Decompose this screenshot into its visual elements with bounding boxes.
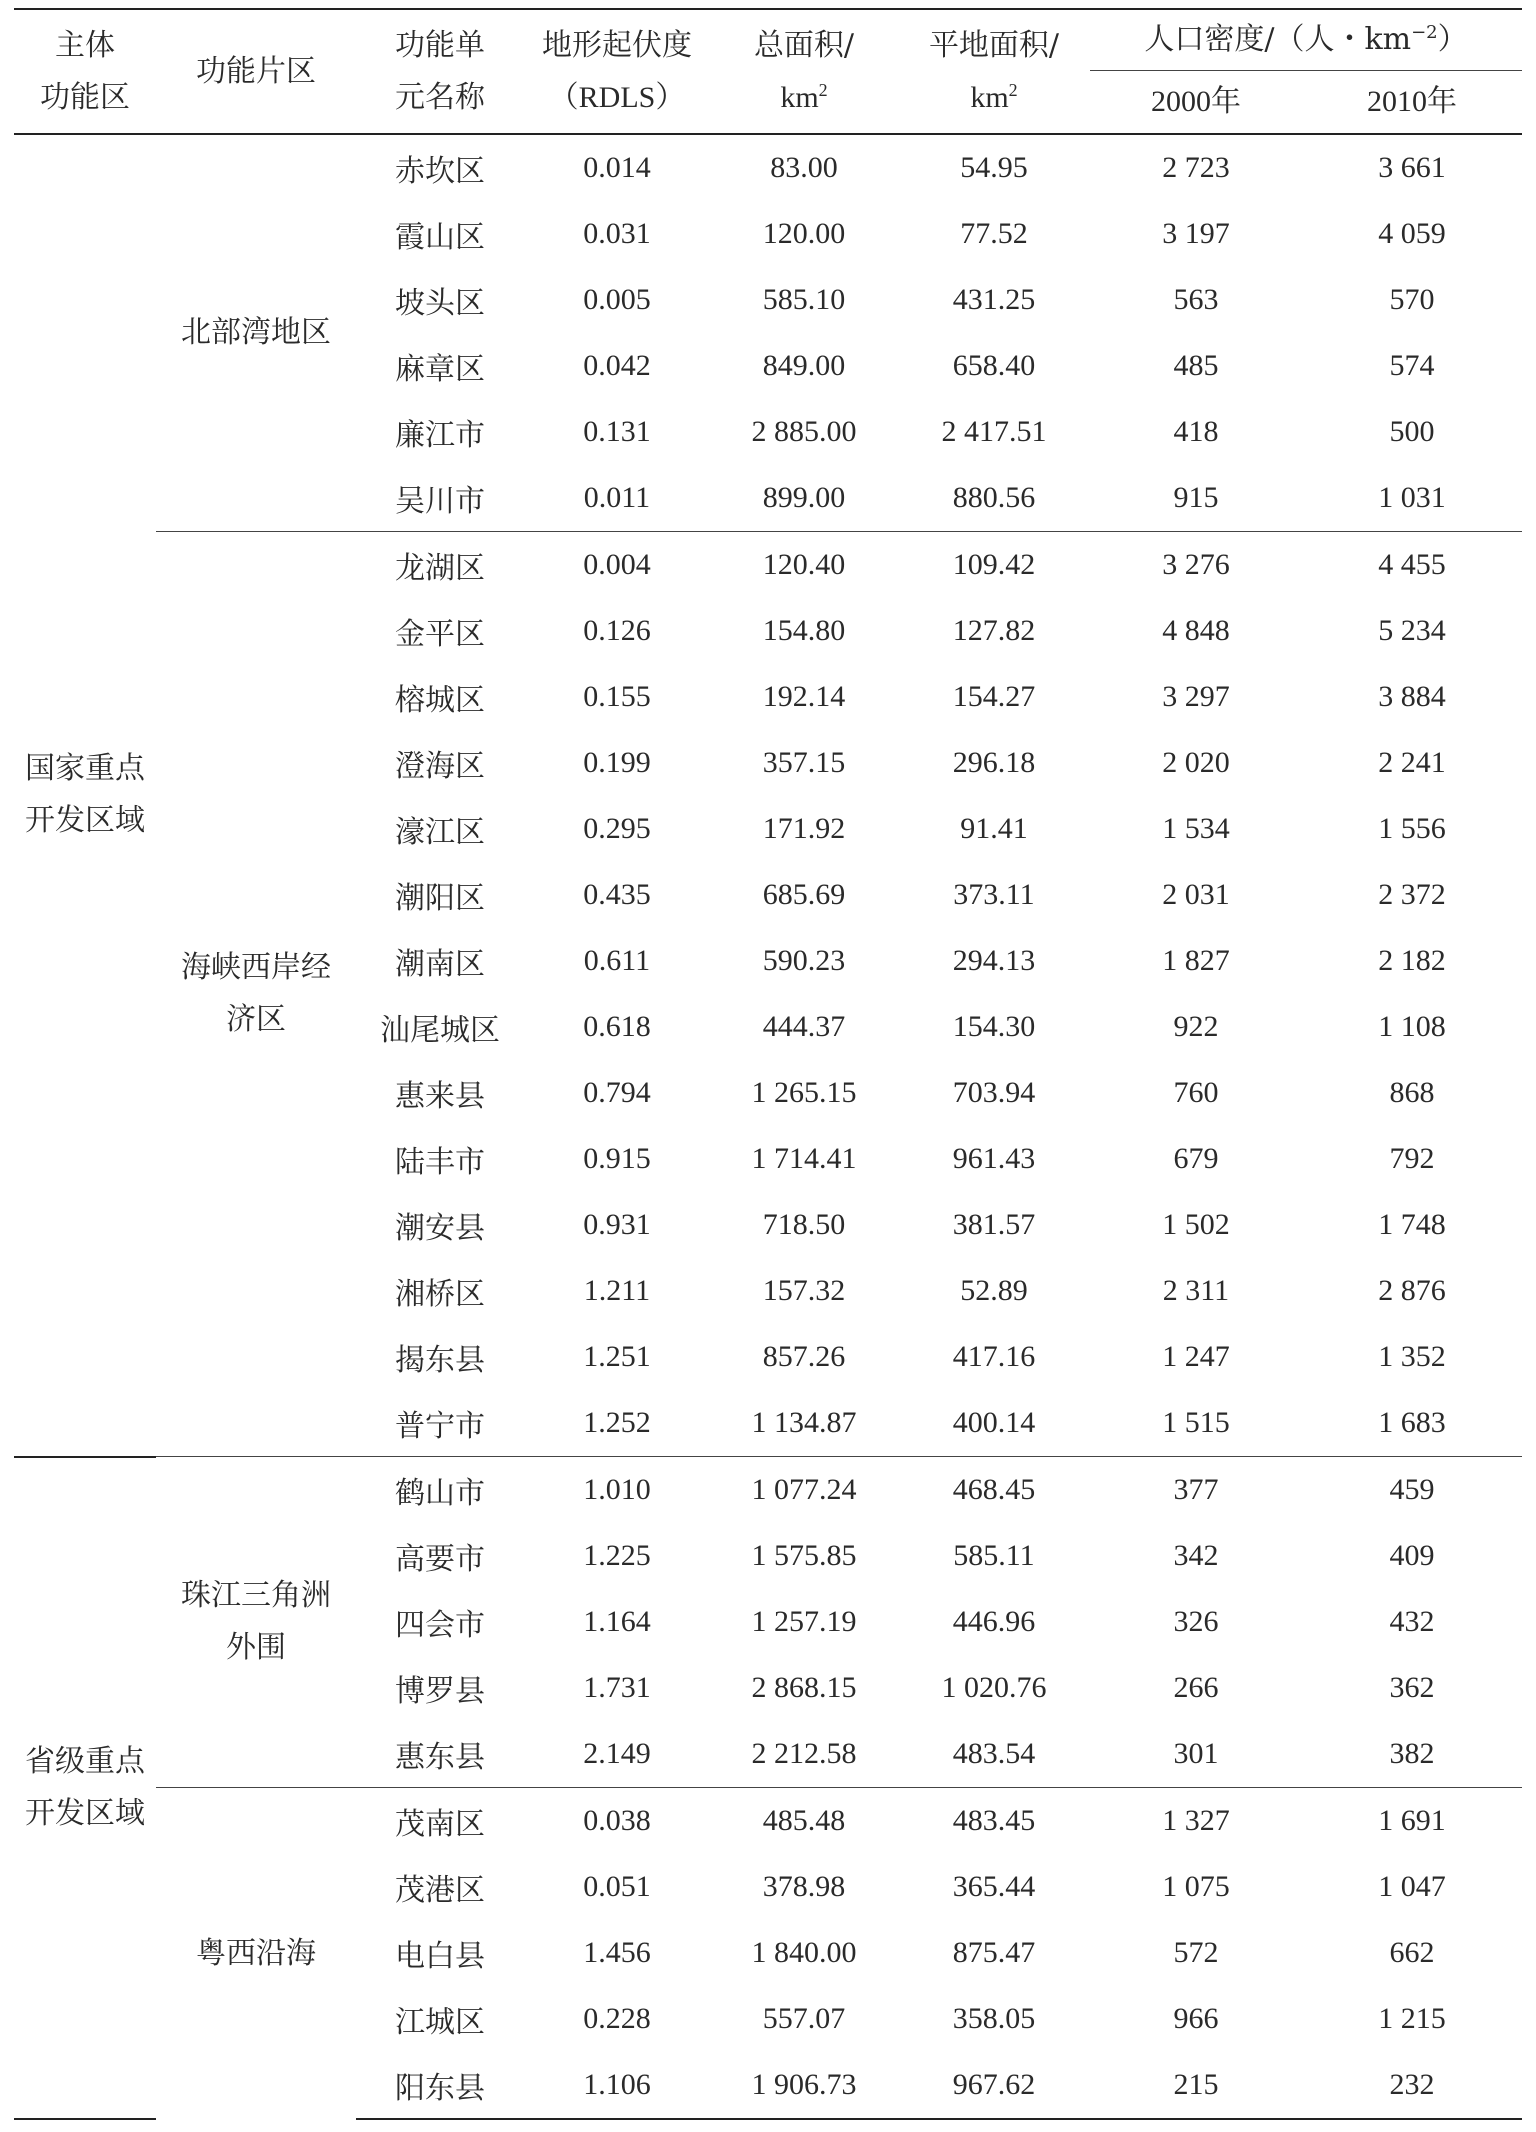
flat-area-cell: 296.18 (952, 746, 1036, 779)
unit-name-cell: 龙湖区 (356, 532, 524, 599)
total-area-cell: 192.14 (762, 680, 846, 713)
pop-2010-cell: 2 241 (1378, 746, 1446, 779)
unit-name-cell: 阳东县 (356, 2052, 524, 2119)
pop-2000-cell: 4 848 (1162, 614, 1230, 647)
pop-2010-cell: 1 215 (1378, 2002, 1446, 2035)
pop-2000-cell: 418 (1173, 415, 1219, 448)
header-total-area: 总面积/ $km^2$ (710, 9, 898, 134)
unit-name-cell: 高要市 (395, 1542, 485, 1577)
table-row (14, 134, 1522, 201)
unit-name-cell: 汕尾城区 (380, 1013, 500, 1048)
pop-2010-cell: 4 455 (1302, 532, 1522, 599)
rdls-cell: 0.931 (583, 1208, 651, 1241)
header-rdls: 地形起伏度 （RDLS） (524, 9, 710, 134)
total-area-cell: 120.40 (710, 532, 898, 599)
rdls-cell: 0.042 (583, 349, 651, 382)
rdls-cell: 2.149 (583, 1737, 651, 1770)
pop-2000-cell: 377 (1090, 1457, 1302, 1524)
flat-area-cell: 1 020.76 (941, 1671, 1047, 1704)
rdls-cell: 0.031 (583, 217, 651, 250)
pop-2000-cell: 760 (1173, 1076, 1219, 1109)
pop-2010-cell: 3 661 (1378, 151, 1446, 184)
total-area-cell: 718.50 (762, 1208, 846, 1241)
sub-zone-cell: 粤西沿海 (156, 1788, 356, 2120)
flat-area-cell: 373.11 (953, 878, 1035, 911)
flat-area-cell: 967.62 (898, 2052, 1090, 2119)
flat-area-cell: 154.30 (952, 1010, 1036, 1043)
flat-area-cell: 875.47 (952, 1936, 1036, 1969)
flat-area-cell: 468.45 (898, 1457, 1090, 1524)
unit-name-cell: 普宁市 (395, 1409, 485, 1444)
unit-name-cell: 榕城区 (395, 683, 485, 718)
pop-2010-cell: 868 (1389, 1076, 1435, 1109)
pop-2010-cell: 432 (1389, 1605, 1435, 1638)
unit-name-cell: 揭东县 (395, 1343, 485, 1378)
main-zone-cell: 省级重点 开发区域 (14, 1457, 156, 2120)
rdls-cell: 1.252 (583, 1406, 651, 1439)
pop-2000-cell: 1 827 (1162, 944, 1230, 977)
sub-zone-cell: 海峡西岸经 济区 (156, 532, 356, 1457)
header-pop-density: 人口密度/（人・$km^{-2}$） (1090, 9, 1522, 71)
pop-2010-cell: 2 182 (1378, 944, 1446, 977)
flat-area-cell: 483.54 (952, 1737, 1036, 1770)
header-sub-zone: 功能片区 (156, 9, 356, 134)
pop-2000-cell: 1 502 (1162, 1208, 1230, 1241)
total-area-cell: 1 257.19 (751, 1605, 857, 1638)
unit-name-cell: 惠来县 (395, 1079, 485, 1114)
total-area-cell: 154.80 (762, 614, 846, 647)
flat-area-cell: 77.52 (960, 217, 1028, 250)
flat-area-cell: 52.89 (960, 1274, 1028, 1307)
rdls-cell: 1.010 (524, 1457, 710, 1524)
flat-area-cell: 400.14 (952, 1406, 1036, 1439)
pop-2010-cell: 1 556 (1378, 812, 1446, 845)
pop-2000-cell: 572 (1173, 1936, 1219, 1969)
total-area-cell: 171.92 (762, 812, 846, 845)
pop-2010-cell: 5 234 (1378, 614, 1446, 647)
flat-area-cell: 365.44 (952, 1870, 1036, 1903)
unit-name-cell: 金平区 (395, 617, 485, 652)
unit-name-cell: 澄海区 (395, 749, 485, 784)
flat-area-cell: 585.11 (953, 1539, 1035, 1572)
pop-2000-cell: 915 (1173, 481, 1219, 514)
pop-2000-cell: 2 723 (1162, 151, 1230, 184)
pop-2000-cell: 1 247 (1162, 1340, 1230, 1373)
pop-2000-cell: 679 (1173, 1142, 1219, 1175)
flat-area-cell: 2 417.51 (941, 415, 1047, 448)
pop-2000-cell: 2 020 (1162, 746, 1230, 779)
total-area-cell: 83.00 (770, 151, 838, 184)
pop-2010-cell: 792 (1389, 1142, 1435, 1175)
pop-2010-cell: 4 059 (1378, 217, 1446, 250)
pop-2000-cell: 1 534 (1162, 812, 1230, 845)
flat-area-cell: 381.57 (952, 1208, 1036, 1241)
pop-2010-cell: 1 691 (1302, 1788, 1522, 1855)
unit-name-cell: 博罗县 (395, 1674, 485, 1709)
pop-2000-cell: 563 (1173, 283, 1219, 316)
unit-name-cell: 潮阳区 (395, 881, 485, 916)
pop-2000-cell: 3 276 (1090, 532, 1302, 599)
total-area-cell: 1 906.73 (710, 2052, 898, 2119)
rdls-cell: 0.915 (583, 1142, 651, 1175)
total-area-cell: 849.00 (762, 349, 846, 382)
total-area-cell: 120.00 (762, 217, 846, 250)
pop-2000-cell: 266 (1173, 1671, 1219, 1704)
total-area-cell: 685.69 (762, 878, 846, 911)
rdls-cell: 0.131 (583, 415, 651, 448)
rdls-cell: 0.228 (583, 2002, 651, 2035)
pop-2000-cell: 1 075 (1162, 1870, 1230, 1903)
rdls-cell: 0.051 (583, 1870, 651, 1903)
total-area-cell: 357.15 (762, 746, 846, 779)
pop-2010-cell: 500 (1389, 415, 1435, 448)
flat-area-cell: 127.82 (952, 614, 1036, 647)
header-flat-area: 平地面积/ $km^2$ (898, 9, 1090, 134)
rdls-cell: 1.731 (583, 1671, 651, 1704)
total-area-cell: 157.32 (762, 1274, 846, 1307)
pop-2000-cell: 215 (1090, 2052, 1302, 2119)
total-area-cell: 1 265.15 (751, 1076, 857, 1109)
flat-area-cell: 961.43 (952, 1142, 1036, 1175)
unit-name-cell: 麻章区 (395, 352, 485, 387)
rdls-cell: 1.164 (583, 1605, 651, 1638)
unit-name-cell: 濠江区 (395, 815, 485, 850)
unit-name-cell: 鹤山市 (356, 1457, 524, 1524)
rdls-cell: 0.005 (583, 283, 651, 316)
rdls-cell: 0.004 (524, 532, 710, 599)
total-area-cell: 444.37 (762, 1010, 846, 1043)
rdls-cell: 1.211 (583, 1274, 651, 1307)
rdls-cell: 1.251 (583, 1340, 651, 1373)
flat-area-cell: 446.96 (952, 1605, 1036, 1638)
unit-name-cell: 惠东县 (395, 1740, 485, 1775)
pop-2010-cell: 2 876 (1378, 1274, 1446, 1307)
rdls-cell: 0.014 (583, 151, 651, 184)
unit-name-cell: 四会市 (395, 1608, 485, 1643)
unit-name-cell: 电白县 (395, 1939, 485, 1974)
rdls-cell: 1.106 (524, 2052, 710, 2119)
sub-zone-cell: 北部湾地区 (181, 315, 331, 350)
rdls-cell: 0.295 (583, 812, 651, 845)
rdls-cell: 0.011 (583, 481, 651, 514)
unit-name-cell: 霞山区 (395, 220, 485, 255)
sub-zone-cell: 珠江三角洲 外围 (156, 1457, 356, 1788)
rdls-cell: 0.618 (583, 1010, 651, 1043)
pop-2010-cell: 570 (1389, 283, 1435, 316)
flat-area-cell: 703.94 (952, 1076, 1036, 1109)
header-main-zone: 主体 功能区 (14, 9, 156, 134)
pop-2010-cell: 3 884 (1378, 680, 1446, 713)
unit-name-cell: 茂港区 (395, 1873, 485, 1908)
pop-2000-cell: 3 197 (1162, 217, 1230, 250)
pop-2010-cell: 2 372 (1378, 878, 1446, 911)
unit-name-cell: 陆丰市 (395, 1145, 485, 1180)
pop-2000-cell: 301 (1173, 1737, 1219, 1770)
pop-2010-cell: 662 (1389, 1936, 1435, 1969)
flat-area-cell: 154.27 (952, 680, 1036, 713)
total-area-cell: 585.10 (762, 283, 846, 316)
flat-area-cell: 431.25 (952, 283, 1036, 316)
pop-2010-cell: 409 (1389, 1539, 1435, 1572)
rdls-cell: 1.225 (583, 1539, 651, 1572)
table-body (14, 134, 1522, 2119)
flat-area-cell: 880.56 (952, 481, 1036, 514)
flat-area-cell: 294.13 (952, 944, 1036, 977)
pop-2000-cell: 922 (1173, 1010, 1219, 1043)
flat-area-cell: 417.16 (952, 1340, 1036, 1373)
pop-2000-cell: 2 311 (1162, 1274, 1230, 1307)
pop-2000-cell: 1 515 (1162, 1406, 1230, 1439)
rdls-cell: 0.611 (583, 944, 651, 977)
unit-name-cell: 湘桥区 (395, 1277, 485, 1312)
total-area-cell: 1 134.87 (751, 1406, 857, 1439)
unit-name-cell: 吴川市 (395, 484, 485, 519)
unit-name-cell: 茂南区 (356, 1788, 524, 1855)
flat-area-cell: 91.41 (960, 812, 1028, 845)
pop-2010-cell: 1 748 (1378, 1208, 1446, 1241)
pop-2010-cell: 1 683 (1378, 1406, 1446, 1439)
total-area-cell: 590.23 (762, 944, 846, 977)
header-year-2000: 2000年 (1090, 71, 1302, 135)
total-area-cell: 1 575.85 (751, 1539, 857, 1572)
pop-2000-cell: 485 (1173, 349, 1219, 382)
unit-name-cell: 赤坎区 (395, 154, 485, 189)
pop-2000-cell: 966 (1173, 2002, 1219, 2035)
main-zone-cell: 国家重点 开发区域 (14, 134, 156, 1457)
unit-name-cell: 潮南区 (395, 947, 485, 982)
rdls-cell: 0.435 (583, 878, 651, 911)
pop-2000-cell: 326 (1173, 1605, 1219, 1638)
rdls-cell: 0.155 (583, 680, 651, 713)
rdls-cell: 0.794 (583, 1076, 651, 1109)
flat-area-cell: 483.45 (898, 1788, 1090, 1855)
pop-2010-cell: 232 (1302, 2052, 1522, 2119)
total-area-cell: 1 714.41 (751, 1142, 857, 1175)
header-year-2010: 2010年 (1302, 71, 1522, 135)
flat-area-cell: 54.95 (960, 151, 1028, 184)
table-row (14, 1457, 1522, 1524)
pop-2010-cell: 574 (1389, 349, 1435, 382)
pop-2010-cell: 1 108 (1378, 1010, 1446, 1043)
flat-area-cell: 658.40 (952, 349, 1036, 382)
pop-2010-cell: 1 047 (1378, 1870, 1446, 1903)
rdls-cell: 0.038 (524, 1788, 710, 1855)
total-area-cell: 1 077.24 (710, 1457, 898, 1524)
pop-2010-cell: 382 (1389, 1737, 1435, 1770)
table-row (14, 532, 1522, 599)
unit-name-cell: 坡头区 (395, 286, 485, 321)
pop-2010-cell: 1 031 (1378, 481, 1446, 514)
unit-name-cell: 廉江市 (395, 418, 485, 453)
pop-2010-cell: 459 (1302, 1457, 1522, 1524)
pop-2000-cell: 342 (1173, 1539, 1219, 1572)
pop-2000-cell: 3 297 (1162, 680, 1230, 713)
pop-2010-cell: 362 (1389, 1671, 1435, 1704)
table-row (14, 1788, 1522, 1855)
unit-name-cell: 江城区 (395, 2005, 485, 2040)
rdls-cell: 0.126 (583, 614, 651, 647)
header-unit-name: 功能单 元名称 (356, 9, 524, 134)
total-area-cell: 2 212.58 (751, 1737, 857, 1770)
unit-name-cell: 潮安县 (395, 1211, 485, 1246)
total-area-cell: 557.07 (762, 2002, 846, 2035)
rdls-cell: 0.199 (583, 746, 651, 779)
total-area-cell: 1 840.00 (751, 1936, 857, 1969)
pop-2010-cell: 1 352 (1378, 1340, 1446, 1373)
total-area-cell: 2 868.15 (751, 1671, 857, 1704)
pop-2000-cell: 1 327 (1090, 1788, 1302, 1855)
rdls-cell: 1.456 (583, 1936, 651, 1969)
flat-area-cell: 358.05 (952, 2002, 1036, 2035)
total-area-cell: 899.00 (762, 481, 846, 514)
flat-area-cell: 109.42 (898, 532, 1090, 599)
total-area-cell: 857.26 (762, 1340, 846, 1373)
total-area-cell: 2 885.00 (751, 415, 857, 448)
total-area-cell: 485.48 (710, 1788, 898, 1855)
pop-2000-cell: 2 031 (1162, 878, 1230, 911)
total-area-cell: 378.98 (762, 1870, 846, 1903)
data-table (14, 8, 1522, 2120)
